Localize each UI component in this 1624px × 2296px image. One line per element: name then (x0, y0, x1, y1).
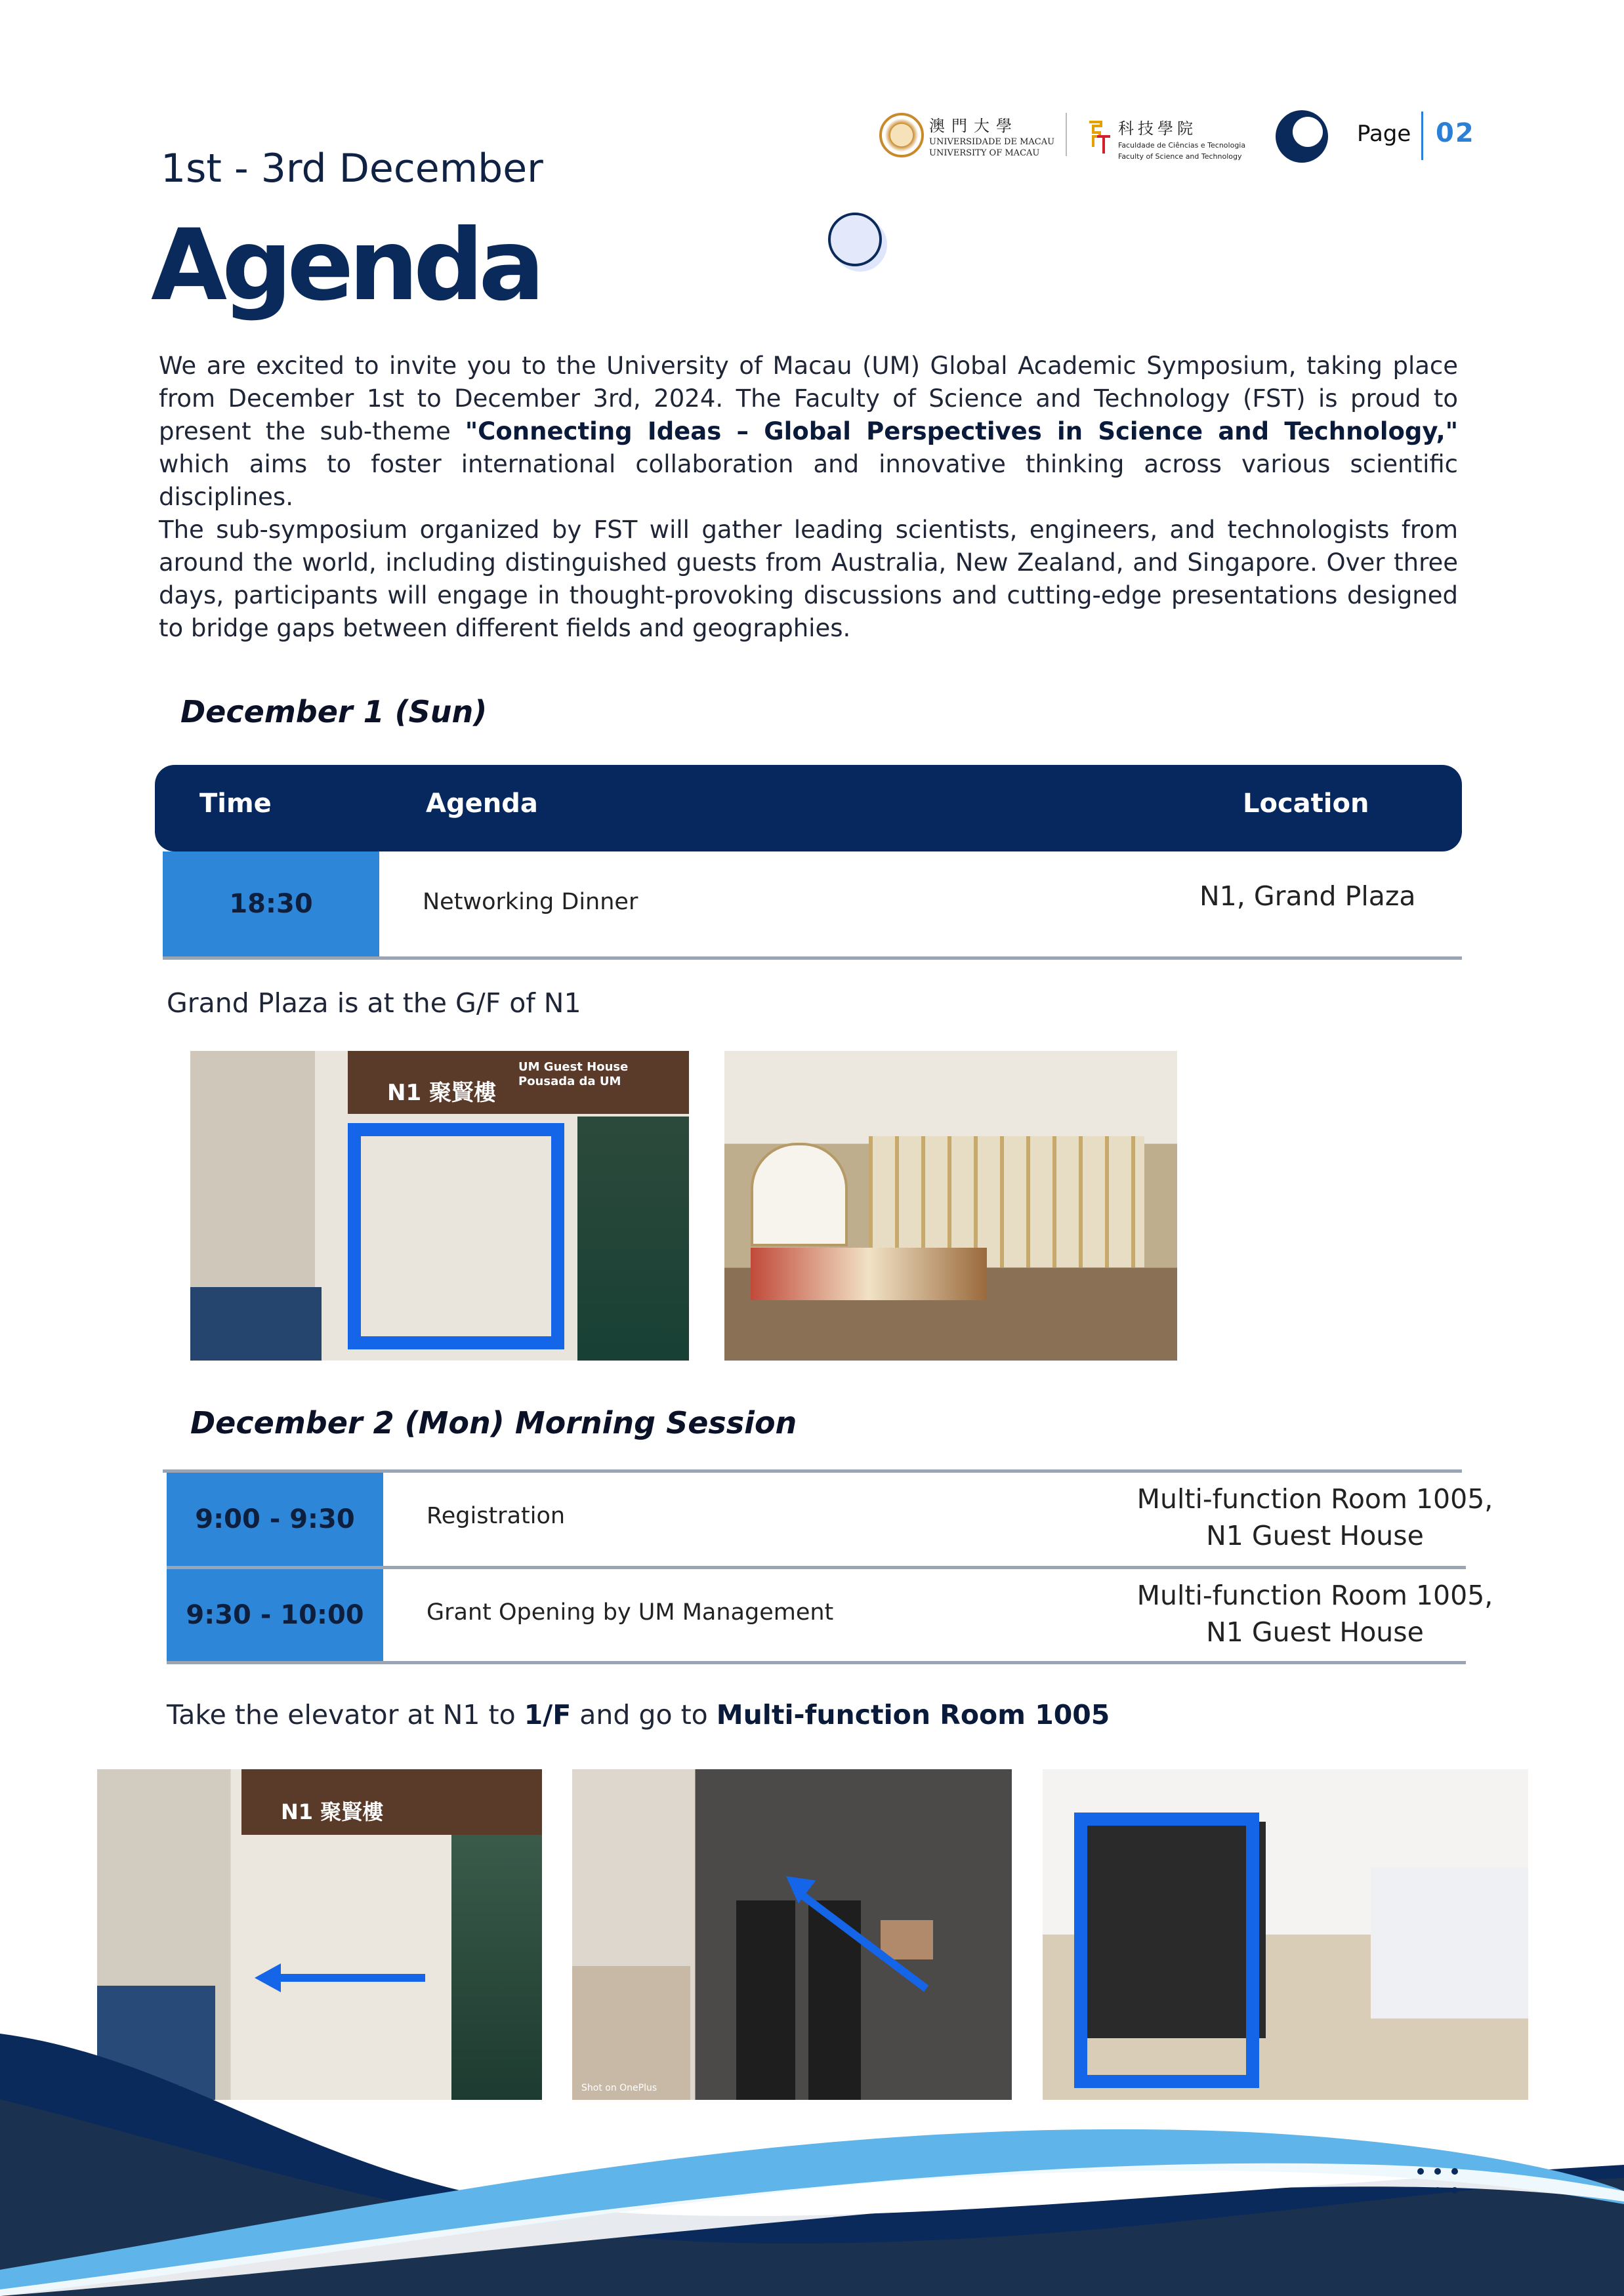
time-value: 9:00 - 9:30 (195, 1504, 355, 1534)
location-value (1085, 1481, 1545, 1554)
wall-plaque (881, 1920, 933, 1959)
sign-n1-text: N1 聚賢樓 (387, 1080, 496, 1106)
agenda-item: Registration (427, 1503, 566, 1529)
logo-bar (879, 110, 1260, 163)
fst-logo-icon (1087, 117, 1113, 156)
time-value: 18:30 (229, 889, 313, 919)
glass-elevator (577, 1117, 689, 1361)
time-cell (163, 851, 379, 956)
moon-icon (1276, 110, 1328, 163)
n1-building-sign (348, 1051, 689, 1114)
sub-symposium-paragraph: The sub-symposium organized by FST will gather leading scientists, engineers, and technologists from around the world, including distinguished guests from Australia, New Zealand, and Singapore. Over three days, participants will engage in thought-provoking discussions and cutting-edge presentations designed to bridge gaps between different fields and geographies. (159, 516, 1458, 642)
location-line-1: Multi-function Room 1005, (1136, 1580, 1493, 1611)
brochure-rack (190, 1287, 322, 1361)
left-arrow-icon (255, 1963, 281, 1992)
table-header-agenda: Agenda (426, 789, 538, 819)
sign-guest-house-en: UM Guest House (518, 1060, 629, 1074)
location-value (1085, 1577, 1545, 1650)
entrance-highlight-box (348, 1123, 564, 1349)
table-row (167, 1569, 1493, 1664)
intro-text-end: which aims to foster international collaboration and innovative thinking across various scientific disciplines. (159, 450, 1458, 511)
location-line-2: N1 Guest House (1206, 1616, 1424, 1648)
time-value: 9:30 - 10:00 (186, 1600, 364, 1630)
intro-sub-theme: "Connecting Ideas – Global Perspectives in Science and Technology," (465, 417, 1458, 445)
logo-divider (1066, 113, 1067, 156)
um-name-zh: 澳門大學 (929, 117, 1018, 135)
sign-n1-text: N1 聚賢樓 (281, 1799, 384, 1824)
direction-arrow-line (274, 1974, 425, 1982)
table-row (167, 1473, 1493, 1569)
n1-entrance-photo (190, 1051, 689, 1361)
caption-room: Multi-function Room 1005 (716, 1699, 1110, 1731)
agenda-item: Grant Opening by UM Management (427, 1599, 834, 1626)
page-label: Page (1357, 121, 1411, 147)
day1-caption: Grand Plaza is at the G/F of N1 (167, 987, 581, 1019)
page-divider (1421, 112, 1423, 160)
um-logo-text (929, 113, 1054, 158)
sign-guest-house-pt: Pousada da UM (518, 1075, 621, 1088)
location-value: N1, Grand Plaza (1199, 880, 1416, 912)
caption-text-2: and go to (571, 1699, 717, 1731)
more-dots-icon (1412, 2165, 1463, 2196)
day2-caption (167, 1699, 1110, 1731)
intro-paragraph (159, 350, 1458, 514)
fst-name-zh: 科技學院 (1118, 119, 1197, 138)
agenda-item: Networking Dinner (423, 889, 638, 915)
caption-text-1: Take the elevator at N1 to (167, 1699, 524, 1731)
time-cell (167, 1569, 383, 1661)
location-line-1: Multi-function Room 1005, (1136, 1483, 1493, 1515)
um-seal-logo (879, 113, 924, 157)
page-title: Agenda (151, 209, 540, 323)
time-cell (167, 1473, 383, 1566)
table-header (155, 765, 1462, 851)
um-name-en: UNIVERSITY OF MACAU (929, 148, 1040, 158)
page-number: 02 (1436, 118, 1475, 148)
fst-name-en: Faculty of Science and Technology (1118, 152, 1242, 161)
sign-guest-house (518, 1060, 628, 1089)
location-line-2: N1 Guest House (1206, 1520, 1424, 1551)
date-range: 1st - 3rd December (161, 146, 543, 192)
n1-building-sign (241, 1769, 542, 1835)
restaurant-emblem (751, 1143, 848, 1246)
shot-on-watermark: Shot on OnePlus (581, 2083, 657, 2093)
decorative-circle (828, 213, 882, 266)
table-row (163, 851, 1462, 960)
fst-name-pt: Faculdade de Ciências e Tecnologia (1118, 141, 1246, 150)
fst-logo-text (1118, 115, 1245, 161)
um-name-pt: UNIVERSIDADE DE MACAU (929, 137, 1055, 147)
decorative-waves (0, 1994, 1624, 2296)
table-header-time: Time (199, 789, 272, 819)
table-header-location: Location (1243, 789, 1369, 819)
grand-plaza-photo (724, 1051, 1177, 1361)
day2-heading: December 2 (Mon) Morning Session (190, 1405, 797, 1441)
intro-text-start: We are excited to invite you to the University of Macau (UM) Global Academic Symposium, taking place from December 1st to December 3rd, 2024. The Faculty of Science and Technology (FST) is proud to present the sub-theme (159, 352, 1458, 445)
caption-floor: 1/F (524, 1699, 572, 1731)
day1-heading: December 1 (Sun) (180, 694, 488, 729)
menu-boards (751, 1248, 987, 1300)
